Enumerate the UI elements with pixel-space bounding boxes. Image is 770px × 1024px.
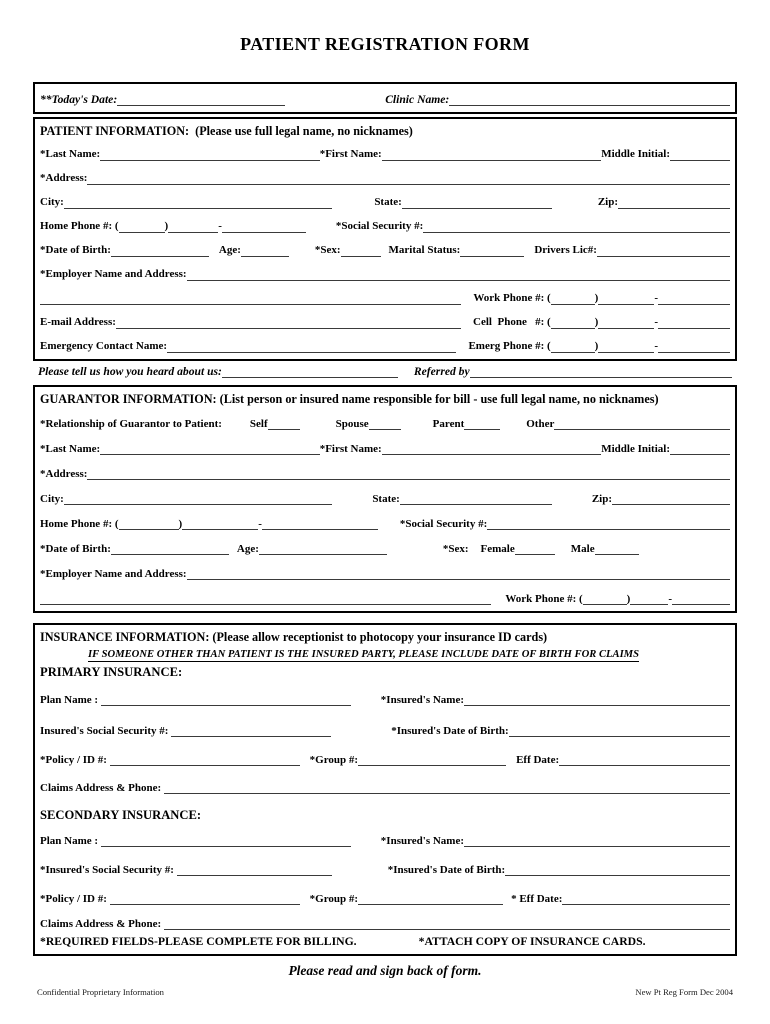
spacer: [351, 705, 381, 706]
spacer: [357, 947, 419, 948]
field-label: Referred by: [413, 364, 470, 378]
fill-in-blank[interactable]: [382, 451, 602, 455]
form-row: [40, 534, 730, 559]
form-row: [40, 189, 730, 213]
form-sections: [33, 82, 737, 956]
field-label: *Group #:: [309, 753, 359, 766]
fill-in-blank[interactable]: [117, 102, 285, 106]
fill-in-blank[interactable]: [164, 926, 730, 930]
fill-in-blank[interactable]: [101, 702, 351, 706]
fill-in-blank[interactable]: [515, 551, 555, 555]
field-label: SECONDARY INSURANCE:: [40, 807, 202, 822]
sign-back-note: Please read and sign back of form.: [288, 963, 482, 979]
field-label: *Insured's Date of Birth:: [391, 724, 509, 737]
fill-in-blank[interactable]: [470, 374, 732, 378]
guarantor-information-box-header: GUARANTOR INFORMATION: (List person or insured name responsible for bill - use full legal name, no nicknames): [40, 392, 659, 407]
form-row: [40, 509, 730, 534]
spacer: [401, 429, 433, 430]
spacer: [222, 429, 250, 430]
field-label: Emerg Phone #: (: [468, 340, 551, 353]
form-row: [40, 851, 730, 880]
spacer: [387, 554, 443, 555]
spacer: [378, 529, 400, 530]
field-label: *Policy / ID #:: [40, 892, 110, 905]
fill-in-blank[interactable]: [487, 526, 730, 530]
field-label: *Insured's Social Security #:: [40, 863, 177, 876]
fill-in-blank[interactable]: [672, 601, 730, 605]
patient-information-box: [33, 117, 737, 361]
spacer: [209, 256, 219, 257]
spacer: [491, 604, 505, 605]
form-row: [40, 934, 730, 952]
field-label: *First Name:: [319, 148, 382, 161]
spacer: [300, 904, 310, 905]
field-label: *Employer Name and Address:: [40, 567, 187, 580]
fill-in-blank[interactable]: [222, 374, 398, 378]
referral-row: [33, 364, 737, 382]
form-row: [40, 86, 730, 110]
date-clinic-box: [33, 82, 737, 114]
form-row: [40, 409, 730, 434]
spacer: [398, 377, 414, 378]
fill-in-blank[interactable]: [164, 790, 730, 794]
field-label: Claims Address & Phone:: [40, 917, 164, 930]
form-row: [40, 141, 730, 165]
field-label: Female: [480, 542, 515, 555]
fill-in-blank[interactable]: [598, 349, 654, 353]
field-label: ): [164, 220, 169, 233]
field-label: ): [594, 340, 599, 353]
spacer: [456, 352, 468, 353]
fill-in-blank[interactable]: [187, 277, 730, 281]
form-row: [40, 880, 730, 909]
form-row: [40, 683, 730, 710]
field-label: Zip:: [597, 196, 618, 209]
fill-in-blank[interactable]: [119, 229, 165, 233]
form-row: [40, 584, 730, 609]
form-row: [40, 710, 730, 741]
field-label: *Sex:: [442, 542, 469, 555]
fill-in-blank[interactable]: [262, 526, 378, 530]
fill-in-blank[interactable]: [554, 426, 730, 430]
spacer: [289, 256, 315, 257]
page-title: PATIENT REGISTRATION FORM: [240, 34, 530, 54]
field-label: Other: [526, 417, 555, 430]
fill-in-blank[interactable]: [167, 349, 456, 353]
spacer: [229, 554, 237, 555]
field-label: * Eff Date:: [511, 892, 563, 905]
fill-in-blank[interactable]: [358, 901, 503, 905]
field-label: -: [654, 292, 658, 305]
fill-in-blank[interactable]: [509, 733, 730, 737]
fill-in-blank[interactable]: [168, 229, 218, 233]
fill-in-blank[interactable]: [402, 205, 552, 209]
field-label: *Employer Name and Address:: [40, 268, 187, 281]
fill-in-blank[interactable]: [101, 843, 351, 847]
field-label: ): [594, 292, 599, 305]
fill-in-blank[interactable]: [187, 576, 730, 580]
form-row: [40, 647, 730, 666]
footer-form-version: New Pt Reg Form Dec 2004: [635, 987, 733, 997]
fill-in-blank[interactable]: [658, 325, 730, 329]
field-label: Work Phone #: (: [473, 292, 551, 305]
form-row: [40, 261, 730, 285]
fill-in-blank[interactable]: [110, 762, 300, 766]
field-label: Age:: [236, 542, 259, 555]
field-label: State:: [372, 492, 400, 505]
form-row: [40, 237, 730, 261]
fill-in-blank[interactable]: [119, 526, 179, 530]
fill-in-blank[interactable]: [182, 526, 258, 530]
field-label: Insured's Social Security #:: [40, 724, 172, 737]
spacer: [552, 504, 592, 505]
field-label: -: [668, 592, 672, 605]
footer-confidential: Confidential Proprietary Information: [37, 987, 164, 997]
fill-in-blank[interactable]: [618, 205, 730, 209]
field-label: E-mail Address:: [40, 316, 116, 329]
fill-in-blank[interactable]: [358, 762, 506, 766]
fill-in-blank[interactable]: [658, 349, 730, 353]
field-label: *Social Security #:: [399, 517, 488, 530]
field-label: State:: [374, 196, 402, 209]
spacer: [503, 904, 511, 905]
spacer: [332, 504, 372, 505]
field-label: City:: [40, 492, 64, 505]
fill-in-blank[interactable]: [551, 301, 595, 305]
form-row: [40, 213, 730, 237]
field-label: -: [258, 517, 262, 530]
fill-in-blank[interactable]: [116, 325, 461, 329]
fill-in-blank[interactable]: [449, 102, 730, 106]
insurance-information-box: [33, 623, 737, 956]
spacer: [300, 765, 310, 766]
fill-in-blank[interactable]: [551, 349, 595, 353]
field-label: Self: [249, 417, 268, 430]
spacer: [300, 429, 336, 430]
field-label: ): [594, 316, 599, 329]
spacer: [461, 328, 473, 329]
fill-in-blank[interactable]: [268, 426, 300, 430]
fill-in-blank[interactable]: [658, 301, 730, 305]
field-label: Clinic Name:: [385, 92, 450, 106]
form-row: [40, 165, 730, 189]
spacer: [524, 256, 534, 257]
fill-in-blank[interactable]: [460, 253, 524, 257]
field-label: *Date of Birth:: [40, 244, 111, 257]
field-label: Home Phone #: (: [40, 517, 119, 530]
field-label: *Sex:: [314, 244, 341, 257]
fill-in-blank[interactable]: [241, 253, 289, 257]
fill-in-blank[interactable]: [612, 501, 730, 505]
field-label: *Social Security #:: [335, 220, 424, 233]
field-label: Claims Address & Phone:: [40, 781, 164, 794]
fill-in-blank[interactable]: [222, 229, 306, 233]
field-label: -: [654, 340, 658, 353]
form-row: [40, 434, 730, 459]
spacer: [332, 208, 374, 209]
field-label: **Today's Date:: [40, 92, 118, 106]
form-row: [40, 741, 730, 770]
field-label: Parent: [432, 417, 465, 430]
fill-in-blank[interactable]: [562, 901, 730, 905]
field-label: ): [178, 517, 183, 530]
form-row: [40, 826, 730, 851]
fill-in-blank[interactable]: [464, 843, 730, 847]
field-label: *Group #:: [309, 892, 359, 905]
fill-in-blank[interactable]: [110, 901, 300, 905]
guarantor-information-box: [33, 385, 737, 613]
field-label: IF SOMEONE OTHER THAN PATIENT IS THE INSURED PARTY, PLEASE INCLUDE DATE OF BIRTH FOR CLAIMS: [88, 649, 639, 662]
fill-in-blank[interactable]: [551, 325, 595, 329]
field-label: City:: [40, 196, 64, 209]
spacer: [469, 554, 481, 555]
fill-in-blank[interactable]: [100, 451, 320, 455]
field-label: *Relationship of Guarantor to Patient:: [40, 417, 222, 430]
field-label: Please tell us how you heard about us:: [38, 364, 222, 378]
fill-in-blank[interactable]: [597, 253, 730, 257]
fill-in-blank[interactable]: [111, 253, 209, 257]
field-label: *Last Name:: [40, 442, 101, 455]
field-label: Age:: [218, 244, 241, 257]
field-label: Middle Initial:: [601, 148, 670, 161]
field-label: *Date of Birth:: [40, 542, 111, 555]
fill-in-blank[interactable]: [595, 551, 639, 555]
fill-in-blank[interactable]: [177, 872, 332, 876]
fill-in-blank[interactable]: [400, 501, 552, 505]
field-label: Home Phone #: (: [40, 220, 119, 233]
fill-in-blank[interactable]: [670, 451, 730, 455]
field-label: *Policy / ID #:: [40, 753, 110, 766]
field-label: Work Phone #: (: [505, 592, 583, 605]
fill-in-blank[interactable]: [598, 301, 654, 305]
spacer: [461, 304, 473, 305]
field-label: *ATTACH COPY OF INSURANCE CARDS.: [418, 934, 646, 948]
fill-in-blank[interactable]: [464, 702, 730, 706]
field-label: *Last Name:: [40, 148, 101, 161]
spacer: [351, 846, 381, 847]
field-label: Spouse: [335, 417, 369, 430]
field-label: Zip:: [591, 492, 612, 505]
page-footer: [37, 987, 733, 997]
fill-in-blank[interactable]: [382, 157, 602, 161]
spacer: [331, 736, 391, 737]
field-label: Plan Name :: [40, 693, 101, 706]
fill-in-blank[interactable]: [111, 551, 229, 555]
fill-in-blank[interactable]: [40, 301, 461, 305]
fill-in-blank[interactable]: [423, 229, 730, 233]
field-label: Eff Date:: [516, 753, 560, 766]
field-label: PRIMARY INSURANCE:: [40, 664, 183, 679]
form-row: [40, 802, 730, 826]
field-label: Middle Initial:: [601, 442, 670, 455]
spacer: [500, 429, 526, 430]
form-row: [40, 484, 730, 509]
fill-in-blank[interactable]: [559, 762, 730, 766]
spacer: [332, 875, 388, 876]
field-label: Plan Name :: [40, 834, 101, 847]
field-label: *Address:: [40, 467, 88, 480]
field-label: *First Name:: [319, 442, 382, 455]
fill-in-blank[interactable]: [670, 157, 730, 161]
insurance-information-box-header: INSURANCE INFORMATION: (Please allow receptionist to photocopy your insurance ID cards): [40, 630, 548, 645]
field-label: *REQUIRED FIELDS-PLEASE COMPLETE FOR BILLING.: [40, 934, 357, 948]
form-row: [38, 364, 732, 382]
field-label: Male: [570, 542, 595, 555]
patient-information-box-header: PATIENT INFORMATION: (Please use full legal name, no nicknames): [40, 124, 413, 138]
form-row: [40, 333, 730, 357]
spacer: [381, 256, 389, 257]
form-row: [40, 459, 730, 484]
form-row: [40, 559, 730, 584]
fill-in-blank[interactable]: [171, 733, 331, 737]
field-label: Cell Phone #: (: [473, 316, 551, 329]
field-label: ): [626, 592, 631, 605]
form-row: [40, 909, 730, 934]
spacer: [306, 232, 336, 233]
fill-in-blank[interactable]: [64, 205, 332, 209]
field-label: *Insured's Name:: [380, 693, 465, 706]
form-row: [40, 309, 730, 333]
fill-in-blank[interactable]: [40, 601, 491, 605]
field-label: *Insured's Date of Birth:: [387, 863, 506, 876]
field-label: Emergency Contact Name:: [40, 340, 168, 353]
field-label: *Insured's Name:: [380, 834, 465, 847]
spacer: [506, 765, 516, 766]
fill-in-blank[interactable]: [87, 476, 730, 480]
field-label: -: [654, 316, 658, 329]
fill-in-blank[interactable]: [505, 872, 730, 876]
form-row: [40, 770, 730, 798]
fill-in-blank[interactable]: [369, 426, 401, 430]
field-label: *Address:: [40, 172, 88, 185]
fill-in-blank[interactable]: [630, 601, 668, 605]
fill-in-blank[interactable]: [87, 181, 730, 185]
fill-in-blank[interactable]: [583, 601, 627, 605]
field-label: -: [218, 220, 222, 233]
fill-in-blank[interactable]: [259, 551, 387, 555]
fill-in-blank[interactable]: [464, 426, 500, 430]
spacer: [555, 554, 571, 555]
field-label: Marital Status:: [388, 244, 461, 257]
spacer: [552, 208, 598, 209]
field-label: Drivers Lic#:: [534, 244, 597, 257]
form-row: [40, 666, 730, 683]
fill-in-blank[interactable]: [598, 325, 654, 329]
fill-in-blank[interactable]: [64, 501, 332, 505]
fill-in-blank[interactable]: [100, 157, 320, 161]
spacer: [285, 105, 385, 106]
form-row: [40, 285, 730, 309]
fill-in-blank[interactable]: [341, 253, 381, 257]
